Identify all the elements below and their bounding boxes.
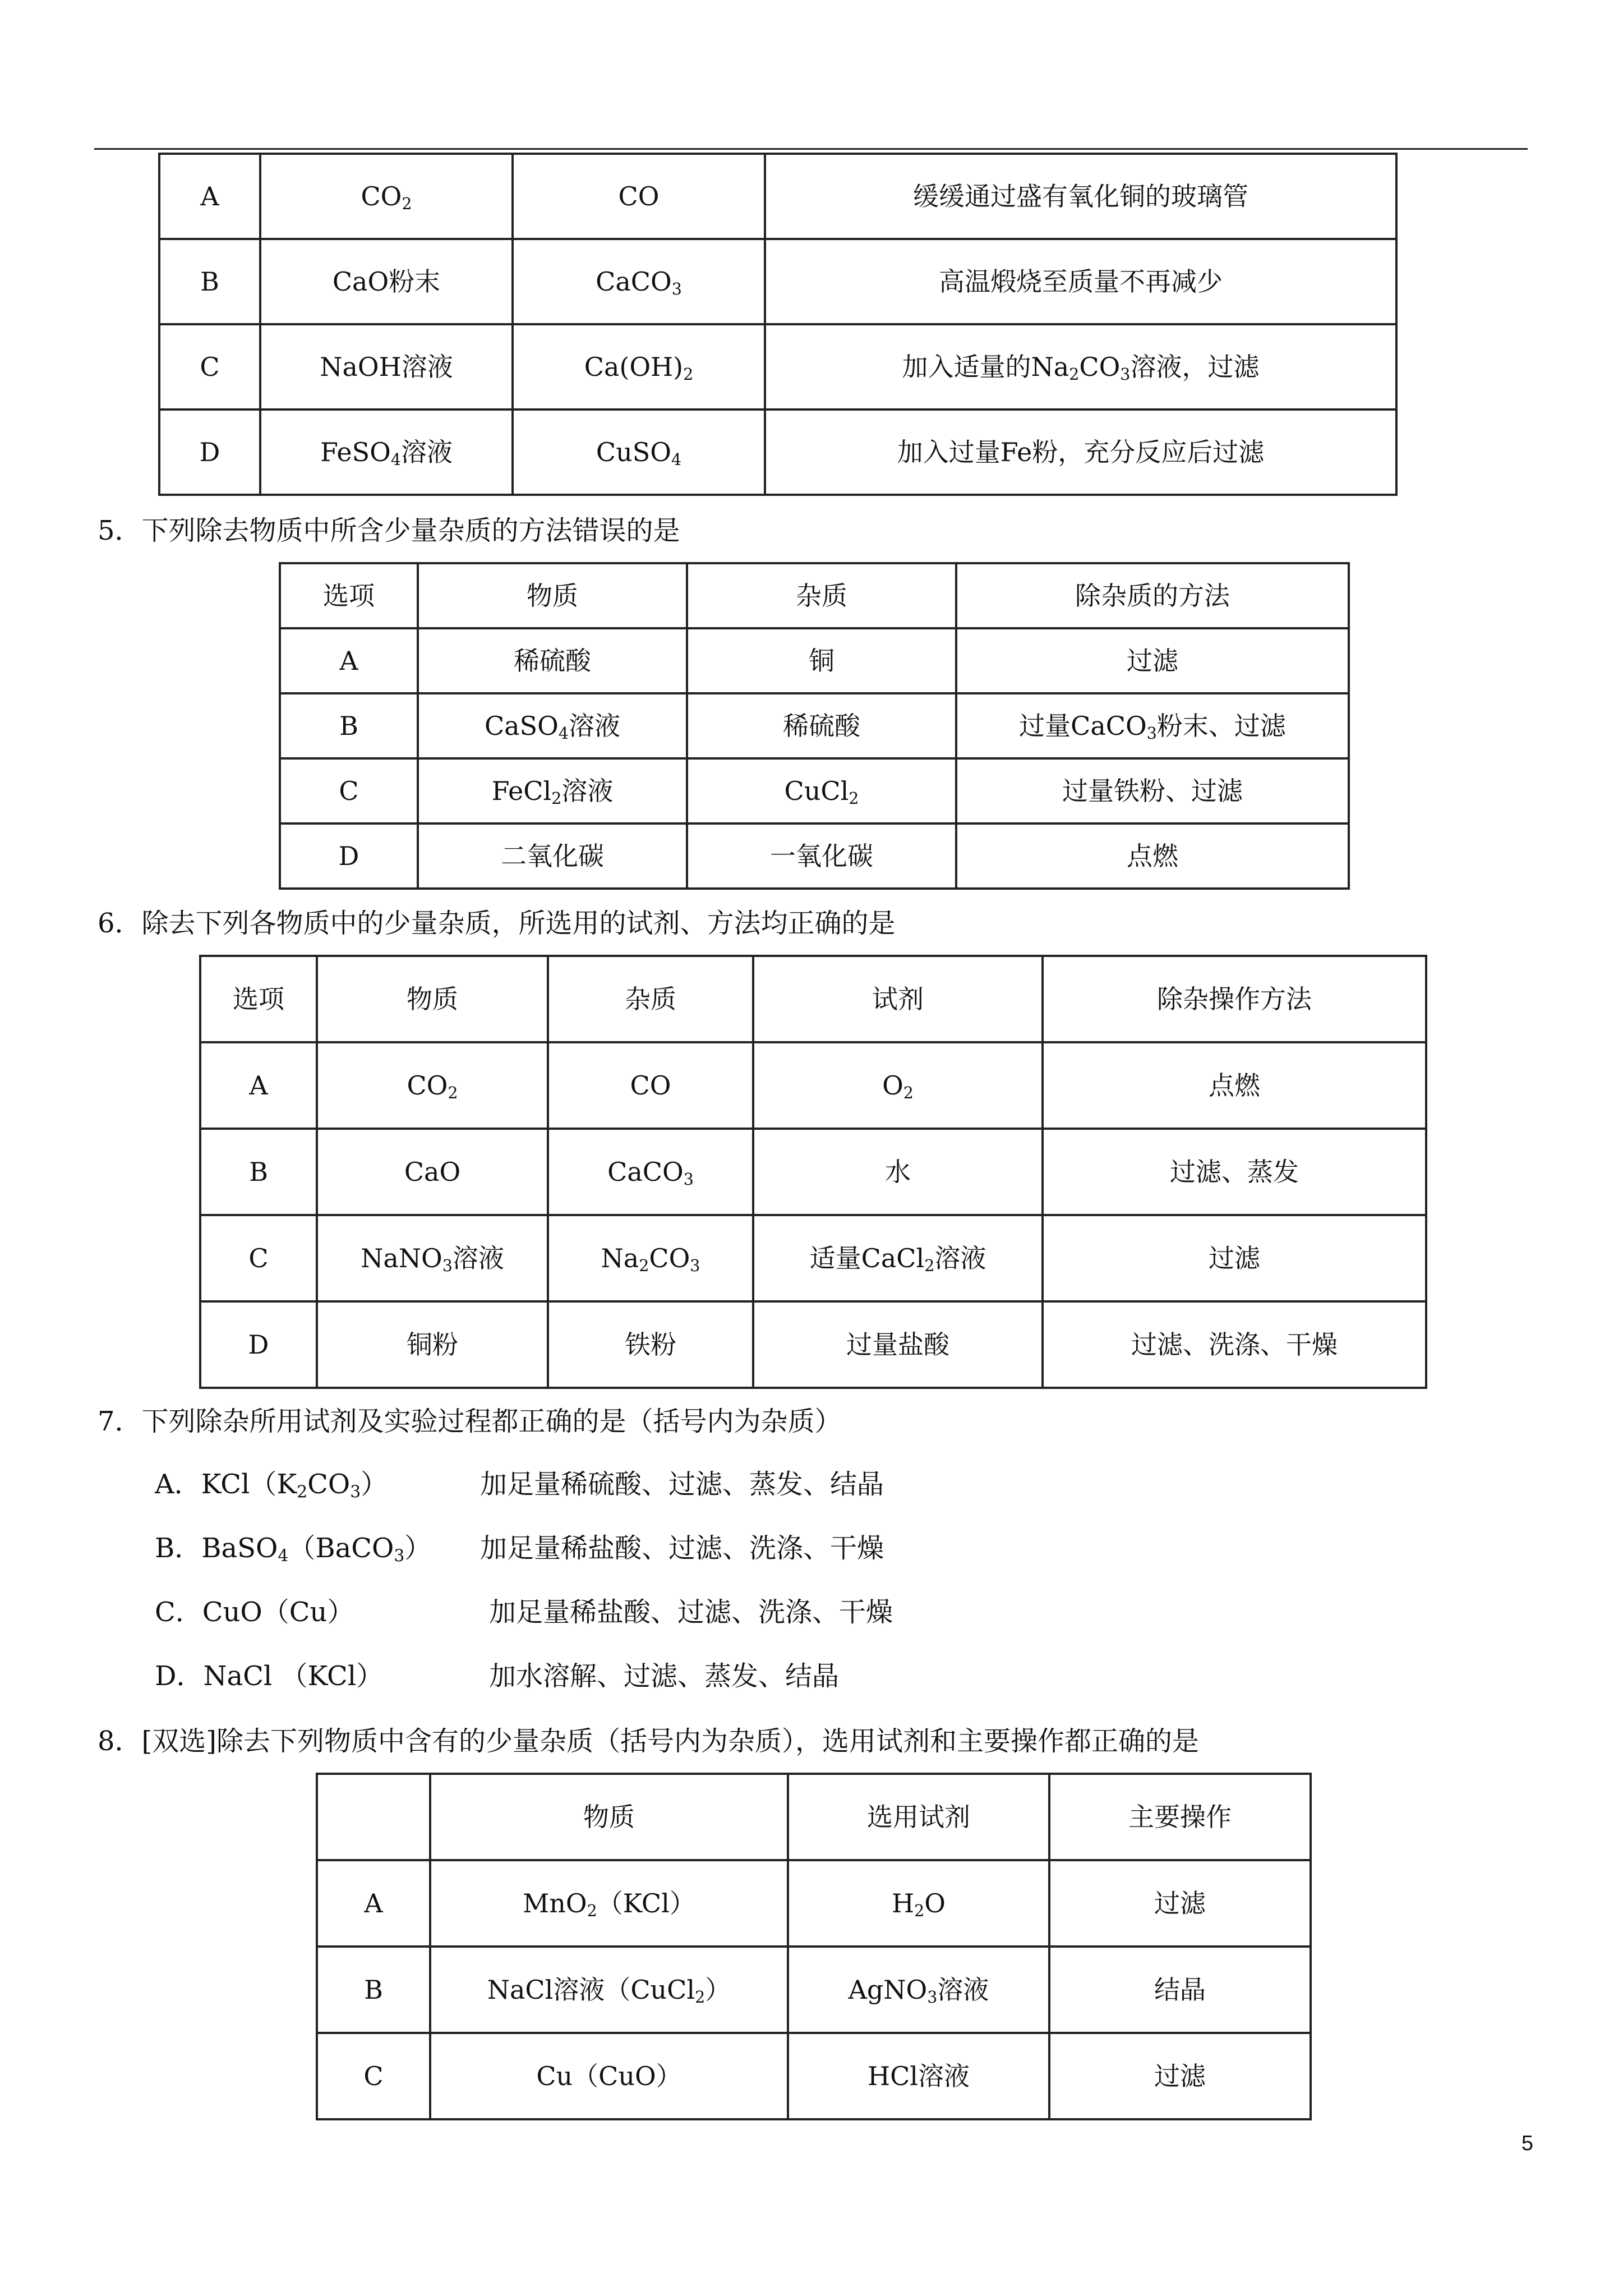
table-cell-substance: 铜粉 <box>317 1301 548 1388</box>
table-header-cell: 物质 <box>418 563 687 628</box>
question-7-option-text: 加水溶解、过滤、蒸发、结晶 <box>489 1660 840 1692</box>
table-cell-method: 点燃 <box>956 823 1349 889</box>
table-row <box>159 239 1396 324</box>
table-cell-reagent: 水 <box>753 1129 1043 1215</box>
table-cell-substance: $CO_2$ <box>317 1042 548 1129</box>
table-cell-method: 结晶 <box>1049 1947 1311 2033</box>
table-cell-substance: NaOH溶液 <box>260 324 513 409</box>
table-cell-method: 过量CaCO$_3$粉末、过滤 <box>956 693 1349 758</box>
table-cell-method: 缓缓通过盛有氧化铜的玻璃管 <box>765 154 1396 239</box>
table-cell-opt: A <box>280 628 418 693</box>
table-cell-impurity: $Na_2CO_3$ <box>548 1215 753 1301</box>
question-7-option-text: 加足量稀硫酸、过滤、蒸发、结晶 <box>480 1469 884 1500</box>
table-header-cell: 物质 <box>430 1774 788 1860</box>
table-cell-opt: D <box>159 409 260 495</box>
table-row <box>280 758 1349 823</box>
table-cell-method: 高温煅烧至质量不再减少 <box>765 239 1396 324</box>
table-header-cell: 物质 <box>317 956 548 1042</box>
question-6-stem: 6．除去下列各物质中的少量杂质，所选用的试剂、方法均正确的是 <box>98 908 896 939</box>
table-cell-substance: 稀硫酸 <box>418 628 687 693</box>
table-header-row <box>200 956 1426 1042</box>
table-cell-method: 过滤、洗涤、干燥 <box>1043 1301 1426 1388</box>
table-cell-substance: CaO粉末 <box>260 239 513 324</box>
table-cell-substance: Cu（CuO） <box>430 2033 788 2119</box>
table-header-row <box>317 1774 1311 1860</box>
table-cell-opt: C <box>200 1215 317 1301</box>
table-cell-opt: C <box>159 324 260 409</box>
table-row <box>280 628 1349 693</box>
table-cell-opt: B <box>280 693 418 758</box>
table-q8 <box>316 1773 1312 2120</box>
table-row <box>200 1215 1426 1301</box>
question-7-option-label: D．NaCl （KCl） <box>155 1660 384 1692</box>
table-cell-impurity: CO <box>513 154 765 239</box>
page-number: 5 <box>1521 2132 1533 2155</box>
table-header-cell <box>317 1774 430 1860</box>
table-header-cell: 杂质 <box>687 563 956 628</box>
table-header-cell: 选项 <box>280 563 418 628</box>
table-cell-impurity: CO <box>548 1042 753 1129</box>
table-cell-method: 过滤 <box>956 628 1349 693</box>
table-cell-method: 加入过量Fe粉，充分反应后过滤 <box>765 409 1396 495</box>
table-cell-substance: CaO <box>317 1129 548 1215</box>
table-cell-substance: NaCl溶液（CuCl$_2$） <box>430 1947 788 2033</box>
table-row <box>200 1129 1426 1215</box>
table-cell-reagent: HCl溶液 <box>788 2033 1049 2119</box>
table-cell-substance: FeSO$_4$溶液 <box>260 409 513 495</box>
question-8-stem: 8．[双选]除去下列物质中含有的少量杂质（括号内为杂质），选用试剂和主要操作都正确的是 <box>98 1726 1199 1757</box>
question-7-option-text: 加足量稀盐酸、过滤、洗涤、干燥 <box>480 1533 884 1564</box>
table-row <box>280 823 1349 889</box>
table-row <box>317 2033 1311 2119</box>
table-header-cell: 杂质 <box>548 956 753 1042</box>
table-cell-impurity: CuCl$_2$ <box>687 758 956 823</box>
table-header-cell: 除杂操作方法 <box>1043 956 1426 1042</box>
table-cell-substance: CaSO$_4$溶液 <box>418 693 687 758</box>
table-cell-method: 点燃 <box>1043 1042 1426 1129</box>
table-cell-method: 过滤、蒸发 <box>1043 1129 1426 1215</box>
table-row <box>159 324 1396 409</box>
table-cell-reagent: $O_2$ <box>753 1042 1043 1129</box>
table-cell-opt: A <box>200 1042 317 1129</box>
table-top <box>158 153 1398 496</box>
question-7-option-label: B．BaSO$_4$（BaCO$_3$） <box>155 1533 432 1566</box>
table-header-cell: 除杂质的方法 <box>956 563 1349 628</box>
table-cell-substance: MnO$_2$（KCl） <box>430 1860 788 1947</box>
table-header-cell: 试剂 <box>753 956 1043 1042</box>
table-cell-substance: 二氧化碳 <box>418 823 687 889</box>
table-cell-opt: B <box>200 1129 317 1215</box>
table-row <box>317 1860 1311 1947</box>
table-cell-opt: C <box>280 758 418 823</box>
table-cell-reagent: 适量CaCl$_2$溶液 <box>753 1215 1043 1301</box>
table-q5 <box>279 562 1350 890</box>
table-header-cell: 选项 <box>200 956 317 1042</box>
table-cell-impurity: CaCO$_3$ <box>513 239 765 324</box>
table-cell-substance: FeCl$_2$溶液 <box>418 758 687 823</box>
table-cell-impurity: $Ca(OH)_2$ <box>513 324 765 409</box>
table-cell-opt: D <box>200 1301 317 1388</box>
table-cell-opt: D <box>280 823 418 889</box>
table-row <box>159 154 1396 239</box>
table-cell-substance: NaNO$_3$溶液 <box>317 1215 548 1301</box>
table-cell-opt: C <box>317 2033 430 2119</box>
table-cell-opt: B <box>317 1947 430 2033</box>
table-header-row <box>280 563 1349 628</box>
question-7-option-text: 加足量稀盐酸、过滤、洗涤、干燥 <box>489 1596 893 1628</box>
table-cell-impurity: CuSO$_4$ <box>513 409 765 495</box>
table-cell-reagent: AgNO$_3$溶液 <box>788 1947 1049 2033</box>
table-cell-impurity: 铁粉 <box>548 1301 753 1388</box>
table-cell-method: 过滤 <box>1049 1860 1311 1947</box>
table-cell-method: 加入适量的$Na_2CO_3$溶液，过滤 <box>765 324 1396 409</box>
table-cell-impurity: CaCO$_3$ <box>548 1129 753 1215</box>
question-5-stem: 5．下列除去物质中所含少量杂质的方法错误的是 <box>98 515 680 546</box>
table-cell-impurity: 铜 <box>687 628 956 693</box>
table-cell-reagent: $H_2O$ <box>788 1860 1049 1947</box>
table-cell-method: 过量铁粉、过滤 <box>956 758 1349 823</box>
table-row <box>159 409 1396 495</box>
question-7-stem: 7．下列除杂所用试剂及实验过程都正确的是（括号内为杂质） <box>98 1406 842 1437</box>
table-cell-impurity: 稀硫酸 <box>687 693 956 758</box>
table-cell-impurity: 一氧化碳 <box>687 823 956 889</box>
table-row <box>280 693 1349 758</box>
table-cell-substance: $CO_2$ <box>260 154 513 239</box>
table-header-cell: 选用试剂 <box>788 1774 1049 1860</box>
question-7-option-label: A．$KCl(K_2CO_3)$ <box>155 1469 388 1502</box>
table-row <box>200 1042 1426 1129</box>
table-cell-opt: A <box>159 154 260 239</box>
header-rule <box>94 148 1528 150</box>
table-header-cell: 主要操作 <box>1049 1774 1311 1860</box>
table-cell-opt: B <box>159 239 260 324</box>
table-cell-opt: A <box>317 1860 430 1947</box>
table-row <box>200 1301 1426 1388</box>
table-cell-reagent: 过量盐酸 <box>753 1301 1043 1388</box>
table-cell-method: 过滤 <box>1043 1215 1426 1301</box>
table-cell-method: 过滤 <box>1049 2033 1311 2119</box>
question-7-option-label: C．CuO（Cu） <box>155 1596 354 1628</box>
table-row <box>317 1947 1311 2033</box>
table-q6 <box>199 955 1427 1389</box>
